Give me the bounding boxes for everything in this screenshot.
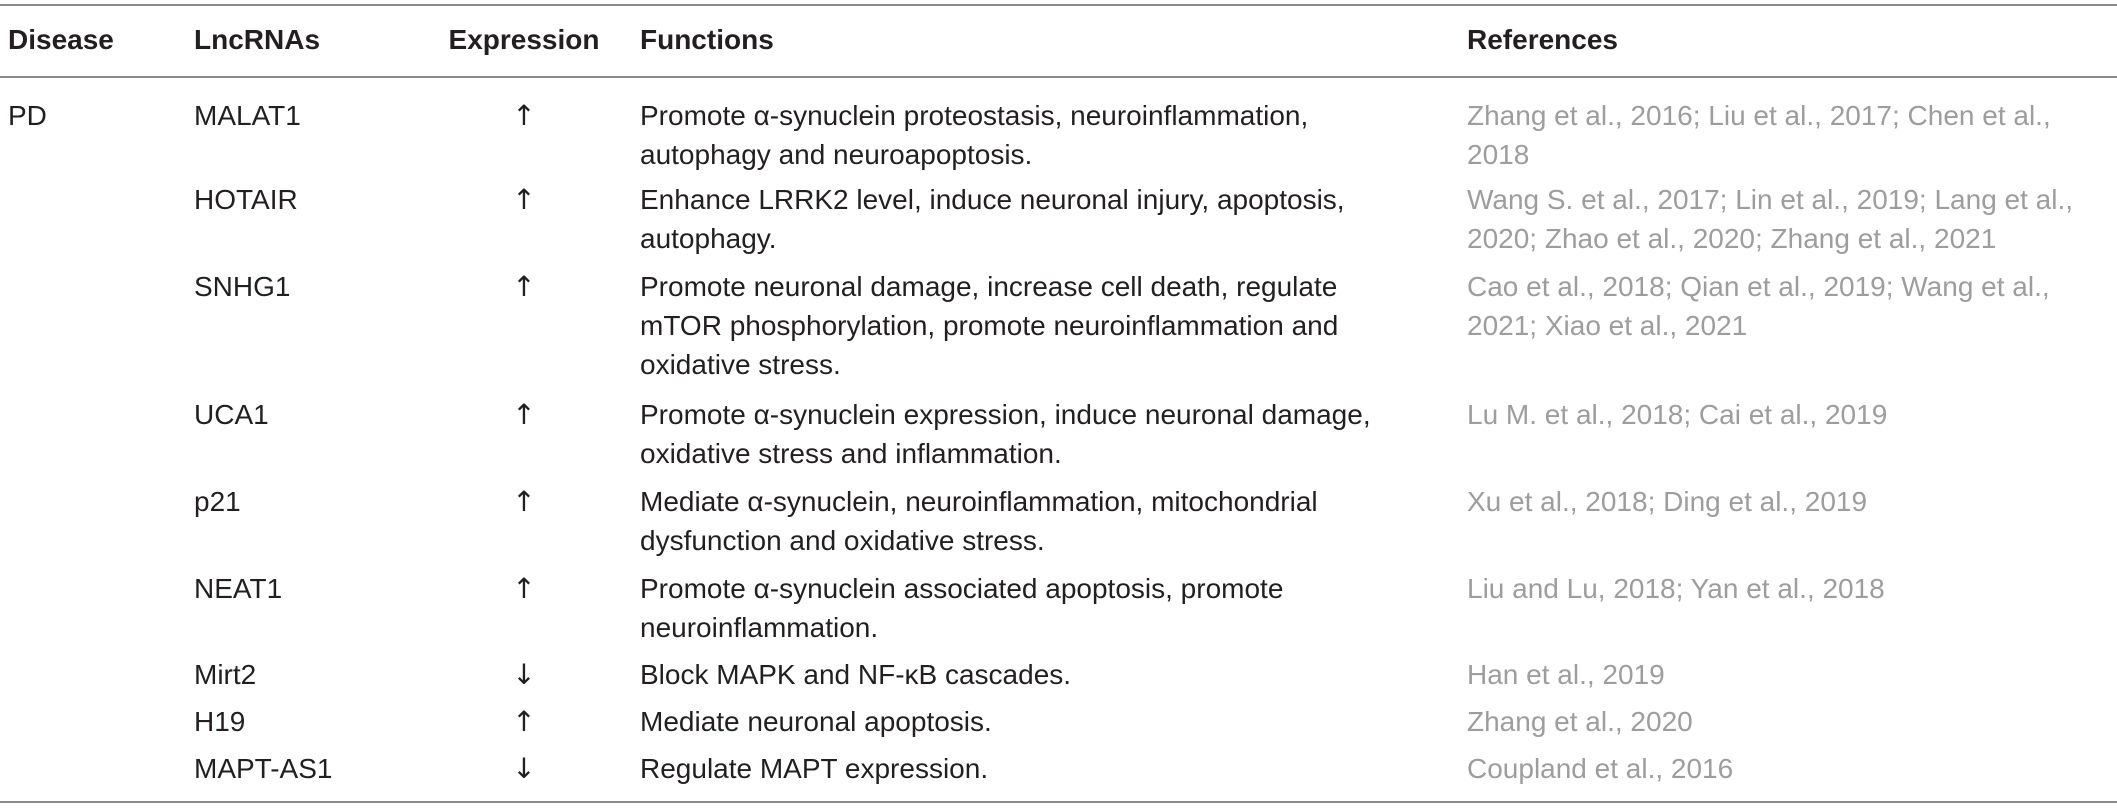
disease-cell bbox=[0, 647, 194, 694]
lncrna-cell: H19 bbox=[194, 706, 246, 737]
lncrna-cell: Mirt2 bbox=[194, 659, 257, 690]
arrow-up-icon: ↑ bbox=[512, 183, 536, 216]
function-cell: Block MAPK and NF-κB cascades. bbox=[640, 659, 1072, 690]
arrow-down-icon: ↓ bbox=[512, 658, 536, 691]
disease-cell bbox=[0, 387, 194, 474]
arrow-up-icon: ↑ bbox=[512, 398, 536, 431]
function-cell: Promote α-synuclein proteostasis, neuroinflammation, autophagy and neuroapoptosis. bbox=[640, 100, 1309, 170]
reference-cell: Xu et al., 2018; Ding et al., 2019 bbox=[1467, 486, 1868, 517]
disease-cell bbox=[0, 474, 194, 561]
lncrna-cell: p21 bbox=[194, 486, 241, 517]
table-row bbox=[0, 694, 2117, 741]
header-lncrnas: LncRNAs bbox=[194, 24, 321, 55]
table-row bbox=[0, 174, 2117, 261]
reference-cell: Han et al., 2019 bbox=[1467, 659, 1665, 690]
disease-cell bbox=[0, 174, 194, 261]
reference-cell: Cao et al., 2018; Qian et al., 2019; Wang et al., 2021; Xiao et al., 2021 bbox=[1467, 271, 2050, 341]
lncrna-cell: NEAT1 bbox=[194, 573, 283, 604]
function-cell: Mediate α-synuclein, neuroinflammation, mitochondrial dysfunction and oxidative stress. bbox=[640, 486, 1318, 556]
arrow-up-icon: ↑ bbox=[512, 485, 536, 518]
reference-cell: Wang S. et al., 2017; Lin et al., 2019; Lang et al., 2020; Zhao et al., 2020; Zhang et al., 2021 bbox=[1467, 184, 2074, 254]
header-references: References bbox=[1467, 24, 1618, 55]
reference-cell: Zhang et al., 2016; Liu et al., 2017; Chen et al., 2018 bbox=[1467, 100, 2051, 170]
reference-cell: Liu and Lu, 2018; Yan et al., 2018 bbox=[1467, 573, 1885, 604]
header-disease: Disease bbox=[8, 24, 114, 55]
disease-cell bbox=[0, 261, 194, 387]
table-row bbox=[0, 561, 2117, 647]
arrow-down-icon: ↓ bbox=[512, 752, 536, 785]
header-row bbox=[0, 0, 2117, 80]
bottom-rule bbox=[0, 801, 2117, 803]
lncrna-cell: UCA1 bbox=[194, 399, 269, 430]
disease-cell bbox=[0, 741, 194, 788]
header-expression: Expression bbox=[448, 24, 600, 55]
header-functions: Functions bbox=[640, 24, 774, 55]
table-row bbox=[0, 741, 2117, 788]
lncrna-cell: MALAT1 bbox=[194, 100, 301, 131]
lncrna-cell: SNHG1 bbox=[194, 271, 291, 302]
disease-cell bbox=[0, 694, 194, 741]
disease-cell bbox=[0, 561, 194, 647]
arrow-up-icon: ↑ bbox=[512, 572, 536, 605]
function-cell: Promote neuronal damage, increase cell death, regulate mTOR phosphorylation, promote neuroinflammation and oxidative stress. bbox=[640, 271, 1339, 380]
table-row bbox=[0, 387, 2117, 474]
reference-cell: Zhang et al., 2020 bbox=[1467, 706, 1693, 737]
disease-cell: PD bbox=[8, 100, 47, 131]
function-cell: Regulate MAPT expression. bbox=[640, 753, 989, 784]
lncrna-cell: MAPT-AS1 bbox=[194, 753, 333, 784]
function-cell: Enhance LRRK2 level, induce neuronal injury, apoptosis, autophagy. bbox=[640, 184, 1345, 254]
table-row bbox=[0, 261, 2117, 387]
arrow-up-icon: ↑ bbox=[512, 270, 536, 303]
lncrna-cell: HOTAIR bbox=[194, 184, 298, 215]
reference-cell: Coupland et al., 2016 bbox=[1467, 753, 1734, 784]
table-row bbox=[0, 647, 2117, 694]
arrow-up-icon: ↑ bbox=[512, 705, 536, 738]
arrow-up-icon: ↑ bbox=[512, 99, 536, 132]
function-cell: Mediate neuronal apoptosis. bbox=[640, 706, 992, 737]
function-cell: Promote α-synuclein associated apoptosis, promote neuroinflammation. bbox=[640, 573, 1284, 643]
function-cell: Promote α-synuclein expression, induce neuronal damage, oxidative stress and inflammation. bbox=[640, 399, 1371, 469]
reference-cell: Lu M. et al., 2018; Cai et al., 2019 bbox=[1467, 399, 1888, 430]
table-row bbox=[0, 474, 2117, 561]
table-row bbox=[0, 80, 2117, 174]
